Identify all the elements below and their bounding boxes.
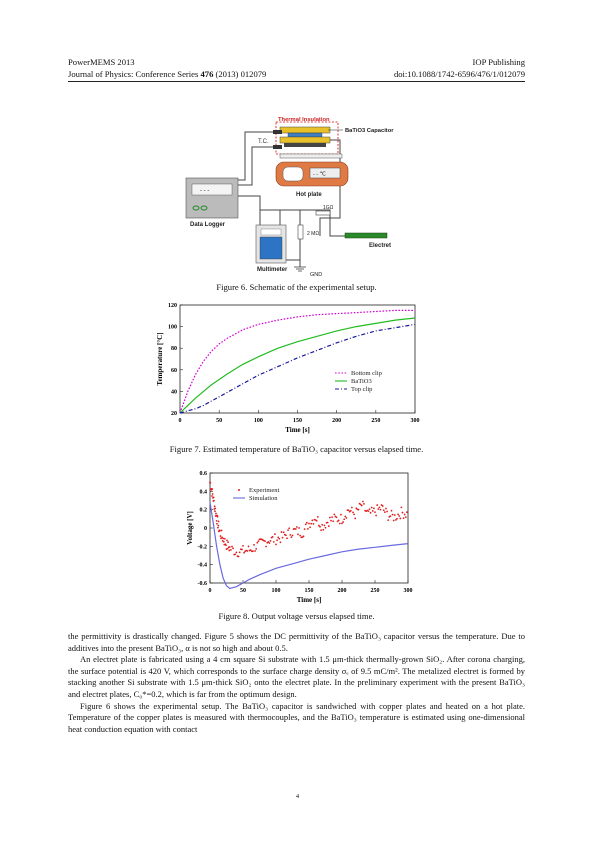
experiment-point <box>231 546 233 548</box>
experiment-point <box>342 521 344 523</box>
experiment-point <box>387 519 389 521</box>
x-tick-label: 100 <box>271 588 281 594</box>
experiment-point <box>288 527 290 529</box>
experiment-point <box>220 535 222 537</box>
experiment-point <box>332 520 334 522</box>
experiment-point <box>214 510 216 512</box>
experiment-point <box>253 544 255 546</box>
x-tick-label: 150 <box>304 588 314 594</box>
experiment-point <box>241 549 243 551</box>
journal-prefix: Journal of Physics: Conference Series <box>68 69 201 79</box>
y-axis-label: Temperature [°C] <box>156 332 164 386</box>
electret-label: Electret <box>369 243 392 249</box>
x-tick-label: 150 <box>293 418 302 424</box>
experiment-point <box>218 521 220 523</box>
experiment-point <box>383 509 385 511</box>
experiment-point <box>222 538 224 540</box>
experiment-point <box>226 540 228 542</box>
experiment-point <box>209 482 211 484</box>
experiment-point <box>392 514 394 516</box>
thermal-insulation-label: Thermal Insulation <box>278 117 330 123</box>
experiment-point <box>269 542 271 544</box>
experiment-point <box>225 544 227 546</box>
experiment-point <box>278 538 280 540</box>
header-rule <box>68 81 525 82</box>
x-tick-label: 50 <box>216 418 223 424</box>
y-tick-label: 100 <box>168 324 177 331</box>
ground-label: GND <box>310 272 323 278</box>
experiment-point <box>286 537 288 539</box>
experiment-point <box>270 540 272 542</box>
experiment-point <box>306 522 308 524</box>
hot-plate-display-text: - - ℃ <box>313 171 326 178</box>
batio3-capacitor-label: BaTiO3 Capacitor <box>345 128 394 134</box>
experiment-point <box>330 520 332 522</box>
resistor-1g <box>316 211 330 215</box>
experiment-point <box>339 523 341 525</box>
experiment-point <box>321 524 323 526</box>
experiment-point <box>214 507 216 509</box>
electret-shape <box>345 233 387 238</box>
experiment-point <box>308 523 310 525</box>
experiment-point <box>292 535 294 537</box>
experiment-point <box>316 520 318 522</box>
x-tick-label: 250 <box>371 418 381 424</box>
experiment-point <box>352 512 354 514</box>
experiment-point <box>402 512 404 514</box>
x-tick-label: 200 <box>332 418 342 424</box>
experiment-point <box>215 513 217 515</box>
experiment-point <box>304 528 306 530</box>
experiment-point <box>303 535 305 537</box>
experiment-point <box>390 515 392 517</box>
experiment-point <box>374 511 376 513</box>
experiment-point <box>348 509 350 511</box>
experiment-point <box>232 547 234 549</box>
conference-name: PowerMEMS 2013 <box>68 57 135 67</box>
experiment-point <box>248 546 250 548</box>
y-tick-label: 0 <box>204 526 207 532</box>
publisher-name: IOP Publishing <box>472 57 525 67</box>
experiment-point <box>287 529 289 531</box>
experiment-point <box>273 541 275 543</box>
x-tick-label: 0 <box>178 418 182 424</box>
experiment-point <box>362 501 364 503</box>
experiment-point <box>282 537 284 539</box>
experiment-point <box>354 518 356 520</box>
experiment-point <box>377 508 379 510</box>
experiment-point <box>281 531 283 533</box>
experiment-point <box>239 551 241 553</box>
experiment-point <box>368 510 370 512</box>
experiment-point <box>313 523 315 525</box>
experiment-point <box>353 513 355 515</box>
x-tick-label: 0 <box>208 588 212 594</box>
experiment-point <box>386 511 388 513</box>
x-axis-label: Time [s] <box>285 426 310 434</box>
experiment-point <box>404 514 406 516</box>
experiment-point <box>238 556 240 558</box>
figure6-schematic <box>180 110 420 280</box>
x-tick-label: 300 <box>410 418 420 424</box>
experiment-point <box>311 519 313 521</box>
experiment-point <box>401 506 403 508</box>
legend-label: Simulation <box>249 495 278 502</box>
experiment-point <box>280 541 282 543</box>
experiment-point <box>274 533 276 535</box>
experiment-point <box>285 534 287 536</box>
experiment-point <box>363 503 365 505</box>
paragraph-2: An electret plate is fabricated using a 4 cm square Si substrate with 1.5 μm-thick thermally-grown SiO₂. After corona charging, the surface potential is 420 V, which corresponds to the surface charge density σₑ of 9.5 mC/m². The metalized electret is formed by stacking another Si substrate with 1.5 μm-thick SiO₂ onto the electret plate. In the preliminary experiment with the present BaTiO₃ and electret plates, C₀*=0.2, which is far from the optimum design. <box>68 654 525 699</box>
experiment-point <box>372 510 374 512</box>
experiment-point <box>289 534 291 536</box>
experiment-point <box>297 533 299 535</box>
experiment-point <box>385 508 387 510</box>
experiment-point <box>216 523 218 525</box>
experiment-point <box>264 540 266 542</box>
experiment-point <box>272 536 274 538</box>
experiment-point <box>343 518 345 520</box>
y-tick-label: 60 <box>171 367 177 374</box>
experiment-point <box>217 516 219 518</box>
y-tick-label: 0.4 <box>199 489 207 496</box>
experiment-point <box>331 516 333 518</box>
experiment-point <box>325 527 327 529</box>
legend-label: Experiment <box>249 487 280 494</box>
resistor-2m-label: 2 MΩ <box>307 231 320 237</box>
experiment-point <box>219 530 221 532</box>
experiment-point <box>227 541 229 543</box>
figure8-chart <box>175 465 420 605</box>
thermocouple-probe-top <box>273 130 282 134</box>
experiment-point <box>283 531 285 533</box>
top-copper-plate <box>280 127 330 133</box>
figure6-caption: Figure 6. Schematic of the experimental setup. <box>216 282 377 292</box>
experiment-point <box>229 546 231 548</box>
experiment-point <box>376 504 378 506</box>
experiment-point <box>296 526 298 528</box>
batio3-capacitor-shape <box>288 133 322 137</box>
experiment-point <box>299 535 301 537</box>
experiment-point <box>214 505 216 507</box>
experiment-point <box>228 550 230 552</box>
experiment-point <box>255 548 257 550</box>
x-tick-label: 50 <box>240 588 246 594</box>
figure8-caption: Figure 8. Output voltage versus elapsed time. <box>218 611 375 621</box>
legend-marker <box>238 489 240 491</box>
plot-frame <box>180 305 415 413</box>
figure7-caption: Figure 7. Estimated temperature of BaTiO₃ capacitor versus elapsed time. <box>169 444 424 454</box>
experiment-point <box>405 516 407 518</box>
body-text <box>68 631 525 735</box>
experiment-point <box>379 506 381 508</box>
journal-suffix: (2013) 012079 <box>213 69 267 79</box>
experiment-point <box>398 515 400 517</box>
experiment-point <box>265 546 267 548</box>
data-logger-label: Data Logger <box>190 222 226 228</box>
experiment-point <box>223 541 225 543</box>
experiment-point <box>258 540 260 542</box>
experiment-point <box>275 544 277 546</box>
experiment-point <box>217 525 219 527</box>
paragraph-1: the permittivity is drastically changed. Figure 5 shows the DC permittivity of the BaTiO₃ capacitor versus the temperature. Due to additives into the present BaTiO₃, α is not so high and about 0.5. <box>68 631 525 653</box>
experiment-point <box>230 549 232 551</box>
y-tick-label: -0.4 <box>197 562 207 569</box>
clip-base <box>284 143 326 147</box>
y-tick-label: 80 <box>171 346 177 353</box>
experiment-point <box>217 527 219 529</box>
x-tick-label: 250 <box>370 588 380 594</box>
legend-label: Top clip <box>351 386 373 393</box>
experiment-point <box>213 497 215 499</box>
paragraph-3: Figure 6 shows the experimental setup. The BaTiO₃ capacitor is sandwiched with copper plates and heated on a hot plate. Temperature of the copper plates is measured with thermocouples, and the BaTiO₃ temperature is estimated using one-dimensional heat conduction equation with contact <box>68 700 525 734</box>
doi: doi:10.1088/1742-6596/476/1/012079 <box>393 69 525 79</box>
x-tick-label: 100 <box>253 418 263 424</box>
experiment-point <box>317 516 319 518</box>
y-tick-label: 20 <box>171 411 177 417</box>
experiment-point <box>310 523 312 525</box>
experiment-point <box>295 528 297 530</box>
resistor-2m <box>298 225 303 239</box>
experiment-point <box>254 550 256 552</box>
experiment-point <box>212 493 214 495</box>
experiment-point <box>375 515 377 517</box>
experiment-point <box>369 508 371 510</box>
experiment-point <box>336 516 338 518</box>
thermocouple-probe-bottom <box>273 145 282 149</box>
experiment-point <box>371 507 373 509</box>
experiment-point <box>328 525 330 527</box>
experiment-point <box>403 517 405 519</box>
experiment-point <box>236 551 238 553</box>
experiment-point <box>384 511 386 513</box>
experiment-point <box>393 520 395 522</box>
experiment-point <box>338 519 340 521</box>
experiment-point <box>247 550 249 552</box>
experiment-point <box>256 542 258 544</box>
experiment-point <box>333 514 335 516</box>
experiment-point <box>276 539 278 541</box>
hot-plate-label: Hot plate <box>296 192 322 198</box>
experiment-point <box>320 529 322 531</box>
experiment-point <box>344 516 346 518</box>
experiment-point <box>396 518 398 520</box>
experiment-point <box>216 520 218 522</box>
x-axis-label: Time [s] <box>296 596 322 604</box>
experiment-point <box>340 514 342 516</box>
data-logger-display-text: - - - <box>200 188 210 194</box>
experiment-point <box>324 524 326 526</box>
x-tick-label: 300 <box>403 588 413 594</box>
journal-volume: 476 <box>200 69 214 79</box>
page-number: 4 <box>295 793 300 800</box>
experiment-point <box>224 538 226 540</box>
experiment-point <box>291 536 293 538</box>
experiment-point <box>346 517 348 519</box>
bottom-copper-plate <box>280 137 330 143</box>
experiment-point <box>322 529 324 531</box>
experiment-point <box>373 507 375 509</box>
experiment-point <box>211 495 213 497</box>
experiment-point <box>307 528 309 530</box>
experiment-point <box>211 488 213 490</box>
experiment-point <box>370 512 372 514</box>
running-header-bottom <box>68 69 525 80</box>
experiment-point <box>221 530 223 532</box>
experiment-point <box>394 514 396 516</box>
y-tick-label: 0.6 <box>199 471 207 477</box>
thermocouple-label: T.C. <box>258 139 269 145</box>
resistor-1g-label: 1GΩ <box>323 205 334 211</box>
experiment-point <box>234 553 236 555</box>
experiment-point <box>358 509 360 511</box>
legend-label: BaTiO3 <box>351 378 372 385</box>
experiment-point <box>243 552 245 554</box>
experiment-point <box>406 511 408 513</box>
experiment-point <box>327 522 329 524</box>
x-tick-label: 200 <box>337 588 347 594</box>
experiment-point <box>242 545 244 547</box>
experiment-point <box>391 510 393 512</box>
experiment-point <box>309 526 311 528</box>
y-axis-label: Voltage [V] <box>186 511 194 545</box>
experiment-point <box>213 500 215 502</box>
experiment-point <box>361 505 363 507</box>
experiment-point <box>298 527 300 529</box>
experiment-point <box>305 523 307 525</box>
y-tick-label: -0.2 <box>197 544 207 551</box>
experiment-point <box>252 550 254 552</box>
experiment-point <box>380 509 382 511</box>
hot-plate-knob <box>283 167 303 181</box>
experiment-point <box>329 517 331 519</box>
experiment-point <box>351 507 353 509</box>
y-tick-label: 120 <box>168 303 177 309</box>
experiment-point <box>319 526 321 528</box>
figure7-chart <box>150 295 445 440</box>
multimeter-label: Multimeter <box>257 267 288 273</box>
experiment-point <box>397 514 399 516</box>
experiment-point <box>399 518 401 520</box>
legend-label: Bottom clip <box>351 370 382 377</box>
y-tick-label: -0.6 <box>197 581 207 587</box>
experiment-point <box>382 505 384 507</box>
experiment-point <box>350 510 352 512</box>
y-tick-label: 0.2 <box>199 507 207 514</box>
running-header-top <box>68 57 525 68</box>
y-tick-label: 40 <box>171 389 177 396</box>
